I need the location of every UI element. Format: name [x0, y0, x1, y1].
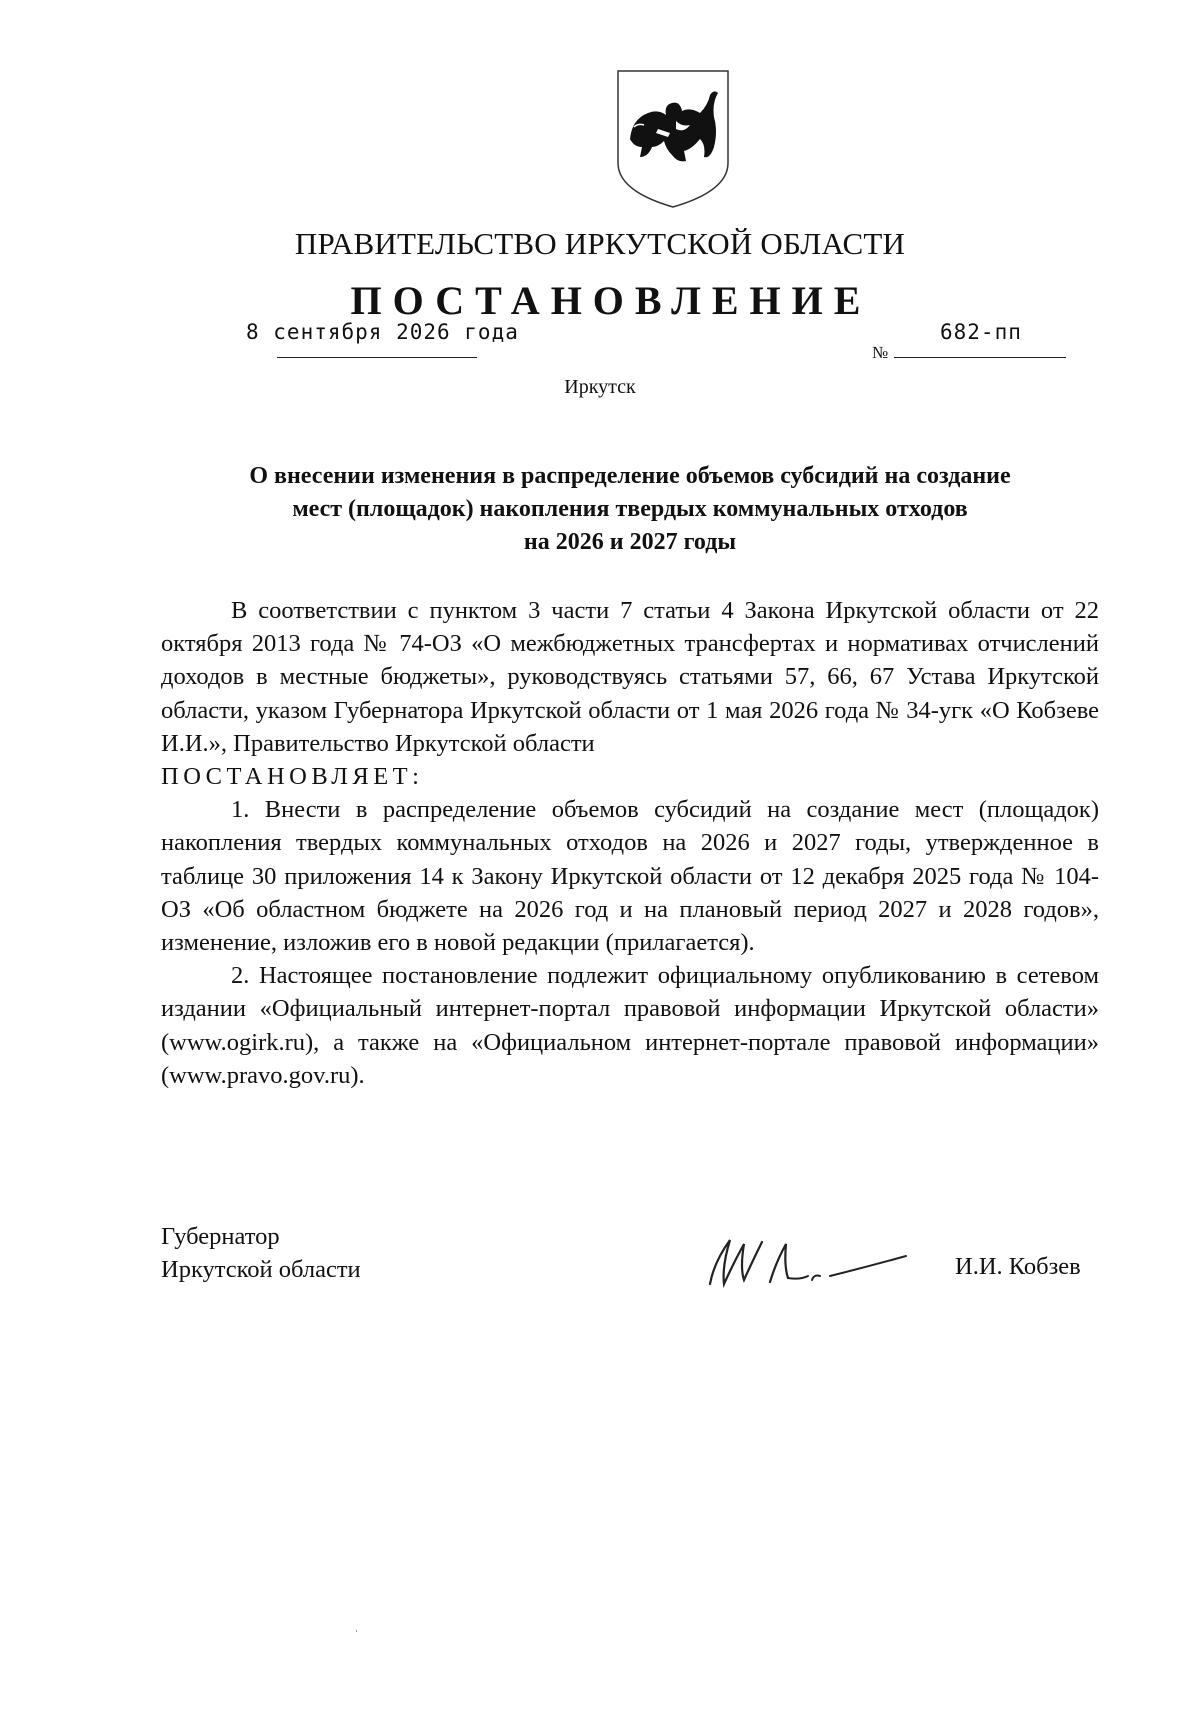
signer-position: [161, 1220, 361, 1286]
document-body: [161, 594, 1099, 1092]
document-number: 682-пп: [940, 320, 1022, 344]
number-sign: №: [872, 343, 889, 362]
item-1-paragraph: 1. Внести в распределение объемов субсидий на создание мест (площадок) накопления твердых коммунальных отходов на 2026 и 2027 годы, утвержденное в таблице 30 приложения 14 к Закону Иркутской области от 12 декабря 2025 года № 104-ОЗ «Об областном бюджете на 2026 год и на плановый период 2027 и 2028 годов», изменение, изложив его в новой редакции (прилагается).: [161, 796, 1099, 957]
subject-line: мест (площадок) накопления твердых коммунальных отходов: [292, 496, 968, 522]
signer-name: И.И. Кобзев: [955, 1253, 1081, 1280]
handwritten-signature: [700, 1222, 915, 1297]
number-underline: [894, 357, 1066, 358]
signer-position-line: Губернатор: [161, 1223, 280, 1250]
decree-word: ПОСТАНОВЛЯЕТ:: [161, 763, 424, 791]
document-type-heading: ПОСТАНОВЛЕНИЕ: [350, 278, 872, 323]
subject-line: на 2026 и 2027 годы: [523, 529, 737, 555]
subject-line: О внесении изменения в распределение объемов субсидий на создание: [249, 463, 1011, 489]
item-2-paragraph: 2. Настоящее постановление подлежит официальному опубликованию в сетевом издании «Официальный интернет-портал правовой информации Иркутской области» (www.ogirk.ru), а также на «Официальном интернет-портале правовой информации» (www.pravo.gov.ru).: [161, 962, 1099, 1089]
scan-speck: [356, 1630, 357, 1632]
date-underline: [277, 357, 477, 358]
city-name: Иркутск: [564, 376, 636, 398]
government-title: ПРАВИТЕЛЬСТВО ИРКУТСКОЙ ОБЛАСТИ: [294, 226, 906, 261]
document-date: 8 сентября 2026 года: [246, 320, 519, 344]
document-subject: [150, 460, 1110, 559]
preamble-paragraph: В соответствии с пунктом 3 части 7 статьи 4 Закона Иркутской области от 22 октября 2013 года № 74-ОЗ «О межбюджетных трансфертах и нормативах отчислений доходов в местные бюджеты», руководствуясь статьями 57, 66, 67 Устава Иркутской области, указом Губернатора Иркутской области от 1 мая 2026 года № 34-угк «О Кобзеве И.И.», Правительство Иркутской области: [161, 597, 1099, 757]
coat-of-arms-emblem: [614, 67, 732, 212]
signer-position-line: Иркутской области: [161, 1256, 361, 1283]
